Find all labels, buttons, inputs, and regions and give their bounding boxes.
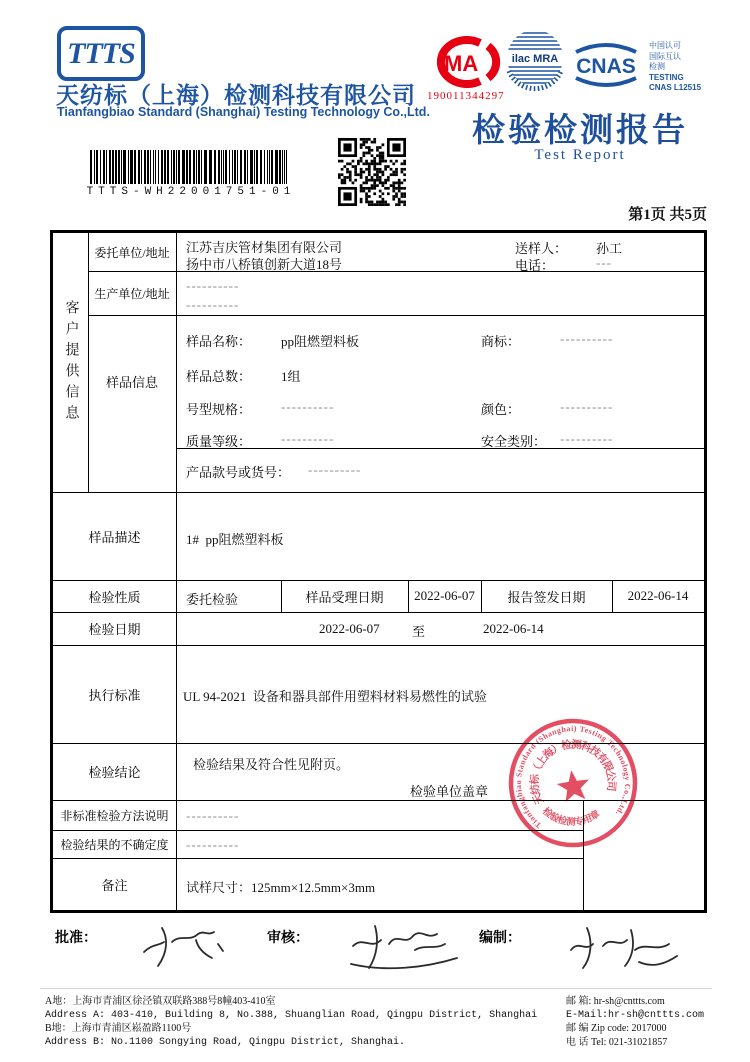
approve-signature [138, 916, 238, 972]
safety-label: 安全类别： [481, 434, 547, 449]
grade-value: ---------- [281, 431, 335, 446]
review-signature [345, 916, 465, 974]
manufacturer-line2: ---------- [186, 297, 240, 312]
footer-tel: 电 话 Tel: 021-31021857 [566, 1036, 668, 1048]
company-name-cn: 天纺标（上海）检测科技有限公司 [56, 83, 416, 108]
issue-date-value: 2022-06-14 [627, 588, 689, 603]
sample-info-label: 样品信息 [105, 375, 158, 390]
client-info-vertical-label: 客户提供信息 [63, 299, 79, 426]
sampler-value: 孙工 [596, 241, 623, 256]
grade-label: 质量等级： [186, 434, 252, 449]
address-a-en: Address A: 403-410, Building 8, No.388, Shuanglian Road, Qingpu District, Shanghai [45, 1009, 538, 1021]
conclusion-value: 检验结果及符合性见附页。 [193, 757, 350, 772]
remark-value: 试样尺寸：125mm×12.5mm×3mm [186, 880, 376, 895]
stamp-star-icon [555, 768, 591, 803]
ttts-logo-text: TTTS [67, 36, 135, 70]
footer-email-en: E-Mail:hr-sh@cnttts.com [566, 1009, 705, 1021]
cma-mark-icon [426, 36, 502, 88]
test-date-from: 2022-06-07 [319, 621, 380, 636]
remark-label: 备注 [101, 877, 128, 893]
manufacturer-label: 生产单位/地址 [94, 286, 170, 301]
sample-name-value: pp阻燃塑料板 [281, 334, 360, 349]
phone-value: --- [596, 255, 612, 270]
grid-line [176, 448, 704, 449]
test-date-to: 2022-06-14 [483, 621, 544, 636]
nonstandard-value: ---------- [186, 808, 240, 823]
svg-text:检验检测专用章 [539, 798, 604, 833]
trademark-value: ---------- [560, 331, 614, 346]
nature-value: 委托检验 [186, 592, 239, 607]
footer-contacts [566, 995, 704, 1049]
cnas-side-text [649, 41, 701, 94]
consignor-address: 扬中市八桥镇创新大道18号 [186, 257, 343, 272]
barcode-text: TTTS-WH22001751-01 [86, 186, 296, 198]
grid-line [88, 315, 704, 316]
approve-label: 批准： [55, 931, 97, 946]
color-value: ---------- [560, 399, 614, 414]
cma-number: 190011344297 [427, 90, 505, 102]
uncertainty-label: 检验结果的不确定度 [60, 837, 169, 852]
test-date-mid: 至 [412, 624, 426, 639]
standard-label: 执行标准 [88, 687, 141, 703]
sample-desc-value: 1# pp阻燃塑料板 [186, 532, 284, 547]
manufacturer-line1: ---------- [186, 278, 240, 293]
sampler-label: 送样人： [515, 241, 568, 256]
qr-code [338, 138, 406, 206]
grid-line [88, 271, 704, 272]
cnas-mark-icon [570, 40, 642, 90]
cnas-side-line: CNAS L12515 [649, 83, 702, 92]
color-label: 颜色： [481, 402, 521, 417]
accept-date-label: 样品受理日期 [305, 589, 384, 605]
accept-date-value: 2022-06-07 [414, 588, 475, 603]
footer-divider [40, 988, 712, 989]
prepare-label: 编制： [479, 931, 521, 946]
nature-label: 检验性质 [88, 589, 141, 605]
product-no-label: 产品款号或货号： [186, 465, 291, 480]
sample-desc-label: 样品描述 [88, 529, 141, 545]
consignor-name: 江苏吉庆管材集团有限公司 [186, 240, 343, 255]
standard-value: UL 94-2021 设备和器具部件用塑料材料易燃性的试验 [183, 689, 487, 704]
total-value: 1组 [281, 369, 301, 384]
prepare-signature [565, 916, 690, 974]
ttts-logo [57, 26, 145, 81]
cma-letters: MA [444, 51, 479, 76]
product-no-value: ---------- [308, 462, 362, 477]
conclusion-label: 检验结论 [88, 765, 141, 780]
company-name-en: Tianfangbiao Standard (Shanghai) Testing Technology Co.,Ltd. [57, 105, 430, 119]
seal-note: 检验单位盖章 [410, 784, 489, 799]
issue-date-label: 报告签发日期 [507, 589, 586, 605]
phone-label: 电话： [515, 258, 555, 273]
spec-value: ---------- [281, 399, 335, 414]
cnas-side-line: TESTING [649, 72, 684, 82]
uncertainty-value: ---------- [186, 837, 240, 852]
cnas-side-line: 中国认可 [649, 41, 681, 50]
consignor-label: 委托单位/地址 [94, 245, 170, 260]
grid-line [176, 233, 177, 910]
report-title-cn: 检验检测报告 [472, 113, 688, 149]
address-b-cn: B地：上海市青浦区崧盈路1100号 [45, 1023, 192, 1034]
spec-label: 号型规格： [186, 402, 252, 417]
barcode [88, 150, 294, 184]
nonstandard-label: 非标准检验方法说明 [60, 808, 169, 823]
footer-zip: 邮 编 Zip code: 2017000 [566, 1023, 667, 1034]
safety-value: ---------- [560, 431, 614, 446]
cnas-side-line: 国际互认 [649, 51, 681, 61]
ilac-mra-icon [502, 25, 568, 99]
ilac-text: ilac MRA [511, 53, 559, 65]
stamp-ring-text: Tianfangbiao Standard (Shanghai) Testing Technology Co.,Ltd. [513, 724, 633, 831]
test-date-label: 检验日期 [88, 622, 141, 637]
address-b-en: Address B: No.1100 Songying Road, Qingpu District, Shanghai. [45, 1036, 406, 1048]
total-label: 样品总数： [186, 369, 252, 384]
company-seal-stamp [479, 689, 666, 876]
report-title-en: Test Report [534, 147, 626, 163]
page-indicator: 第1页 共5页 [628, 207, 707, 223]
trademark-label: 商标： [481, 334, 521, 349]
cnas-side-line: 检测 [649, 62, 665, 71]
address-a-cn: A地：上海市青浦区徐泾镇双联路388号8幢403-410室 [45, 996, 276, 1007]
footer-addresses [45, 995, 537, 1049]
review-label: 审核： [267, 931, 309, 946]
stamp-inner-text: 天纺标（上海）检测科技有限公司 [529, 739, 617, 806]
footer-email-cn: 邮 箱: hr-sh@cnttts.com [566, 996, 665, 1007]
sample-name-label: 样品名称： [186, 334, 252, 349]
stamp-bottom-text: 检验检测专用章 [540, 806, 603, 829]
cnas-letters: CNAS [576, 55, 636, 78]
